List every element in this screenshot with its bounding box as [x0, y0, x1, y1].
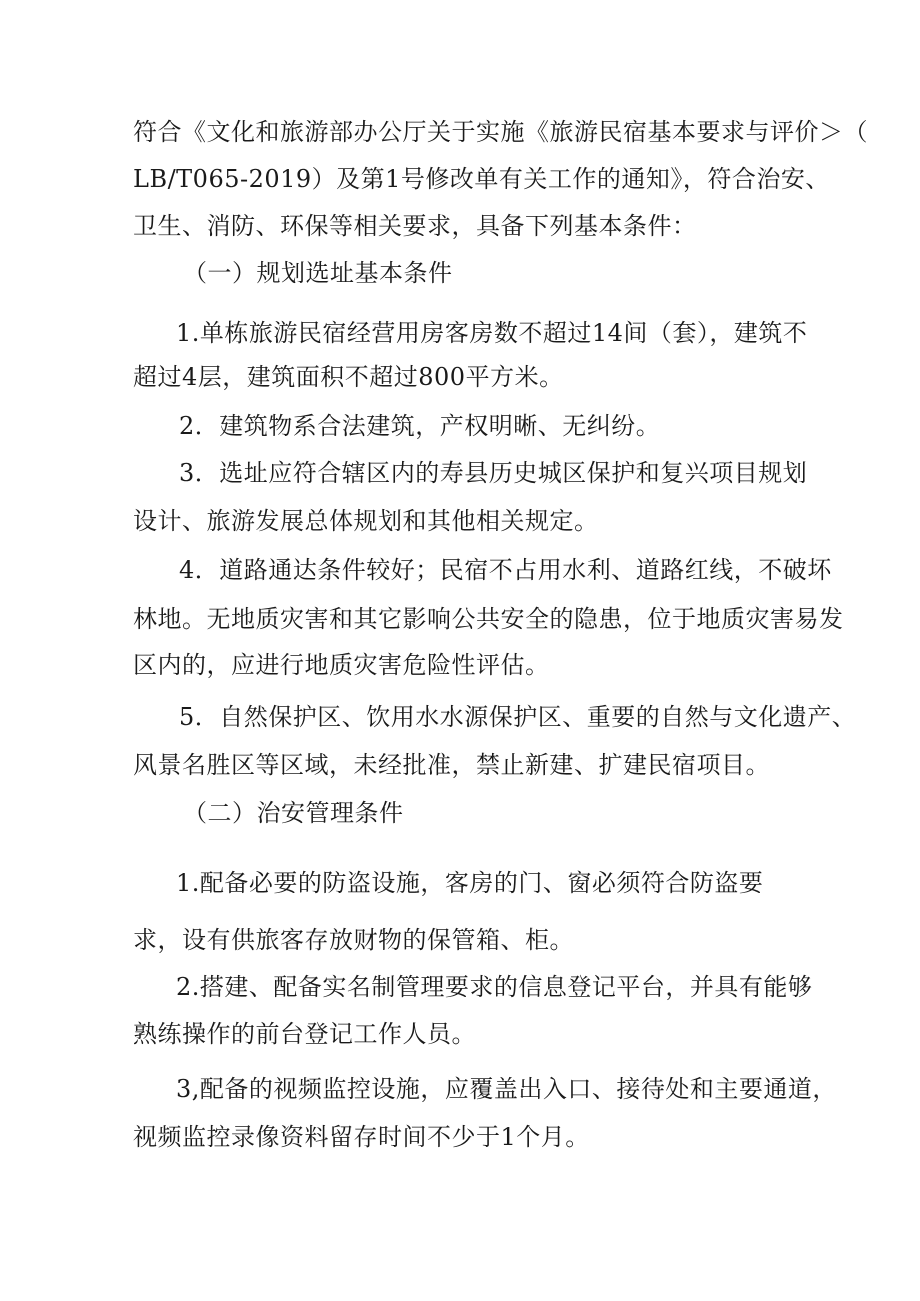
paragraph-line-3: 卫生、消防、环保等相关要求，具备下列基本条件： [133, 212, 697, 240]
paragraph-line-19: 熟练操作的前台登记工作人员。 [133, 1020, 476, 1048]
paragraph-line-1: 符合《文化和旅游部办公厅关于实施《旅游民宿基本要求与评价＞（ [133, 118, 868, 146]
paragraph-line-6: 超过4层，建筑面积不超过800平方米。 [133, 363, 564, 391]
paragraph-line-5: 1.单栋旅游民宿经营用房客房数不超过14间（套），建筑不 [176, 319, 808, 347]
paragraph-line-16: 1.配备必要的防盗设施，客房的门、窗必须符合防盗要 [176, 869, 764, 897]
paragraph-line-9: 设计、旅游发展总体规划和其他相关规定。 [133, 507, 599, 535]
paragraph-line-8: 3．选址应符合辖区内的寿县历史城区保护和复兴项目规划 [179, 459, 808, 487]
paragraph-line-13: 5．自然保护区、饮用水水源保护区、重要的自然与文化遗产、 [179, 703, 857, 731]
section-heading-2: （二）治安管理条件 [183, 799, 404, 827]
paragraph-line-18: 2.搭建、配备实名制管理要求的信息登记平台，并具有能够 [176, 973, 813, 1001]
paragraph-line-11: 林地。无地质灾害和其它影响公共安全的隐患，位于地质灾害易发 [133, 605, 844, 633]
paragraph-line-2: LB/T065-2019）及第1号修改单有关工作的通知》，符合治安、 [133, 165, 830, 193]
paragraph-line-14: 风景名胜区等区域，未经批准，禁止新建、扩建民宿项目。 [133, 751, 770, 779]
paragraph-line-10: 4．道路通达条件较好；民宿不占用水利、道路红线，不破坏 [179, 556, 832, 584]
paragraph-line-20: 3,配备的视频监控设施，应覆盖出入口、接待处和主要通道， [176, 1075, 837, 1103]
paragraph-line-12: 区内的，应进行地质灾害危险性评估。 [133, 651, 550, 679]
paragraph-line-17: 求，设有供旅客存放财物的保管箱、柜。 [133, 926, 574, 954]
paragraph-line-21: 视频监控录像资料留存时间不少于1个月。 [133, 1123, 590, 1151]
paragraph-line-7: 2．建筑物系合法建筑，产权明晰、无纠纷。 [179, 412, 661, 440]
section-heading-1: （一）规划选址基本条件 [183, 259, 453, 287]
